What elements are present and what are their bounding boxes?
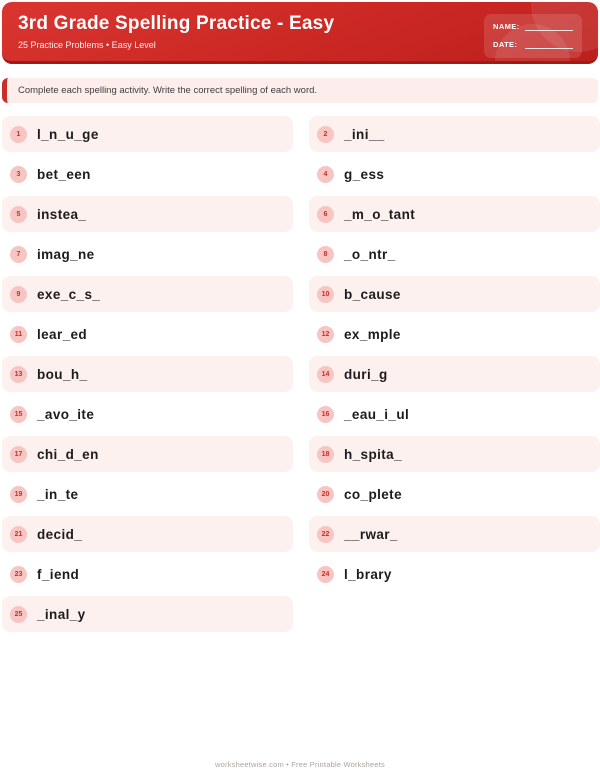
problem-number-badge: 3 — [10, 166, 27, 183]
date-row — [493, 40, 573, 49]
name-row — [493, 22, 573, 31]
date-label: DATE: — [493, 40, 518, 49]
problem-row — [309, 236, 600, 272]
problem-word: lear_ed — [37, 326, 88, 342]
problem-number-badge: 22 — [317, 526, 334, 543]
problem-row — [2, 116, 293, 152]
problem-number-badge: 9 — [10, 286, 27, 303]
problem-row — [2, 316, 293, 352]
problem-number-badge: 19 — [10, 486, 27, 503]
worksheet-header — [2, 2, 598, 64]
problem-row — [2, 236, 293, 272]
problem-number-badge: 7 — [10, 246, 27, 263]
problem-word: f_iend — [37, 566, 80, 582]
date-blank-line — [525, 41, 573, 49]
name-label: NAME: — [493, 22, 520, 31]
problem-word: _inal_y — [37, 606, 86, 622]
problem-number-badge: 11 — [10, 326, 27, 343]
problem-word: g_ess — [344, 166, 385, 182]
problem-number-badge: 17 — [10, 446, 27, 463]
problem-number-badge: 8 — [317, 246, 334, 263]
instructions-banner — [2, 78, 598, 103]
problem-number-badge: 14 — [317, 366, 334, 383]
problem-row — [309, 396, 600, 432]
problem-word: exe_c_s_ — [37, 286, 101, 302]
problem-word: chi_d_en — [37, 446, 99, 462]
problem-word: bou_h_ — [37, 366, 88, 382]
problem-number-badge: 23 — [10, 566, 27, 583]
footer-credit: worksheetwise.com • Free Printable Worksheets — [215, 760, 385, 769]
problem-word: imag_ne — [37, 246, 95, 262]
problem-word: b_cause — [344, 286, 401, 302]
problem-word: h_spita_ — [344, 446, 402, 462]
problem-number-badge: 20 — [317, 486, 334, 503]
problem-word: _ini__ — [344, 126, 385, 142]
problem-row — [309, 476, 600, 512]
problem-row — [309, 316, 600, 352]
problem-word: _o_ntr_ — [344, 246, 396, 262]
problem-row — [2, 476, 293, 512]
problem-row — [2, 516, 293, 552]
page-subtitle: 25 Practice Problems • Easy Level — [18, 40, 156, 50]
problems-column-left — [2, 116, 293, 636]
problem-number-badge: 15 — [10, 406, 27, 423]
problem-word: _in_te — [37, 486, 79, 502]
problem-number-badge: 25 — [10, 606, 27, 623]
problem-number-badge: 5 — [10, 206, 27, 223]
problem-row — [309, 356, 600, 392]
problems-column-right — [309, 116, 600, 636]
problem-number-badge: 4 — [317, 166, 334, 183]
problem-number-badge: 12 — [317, 326, 334, 343]
problem-row — [309, 116, 600, 152]
name-blank-line — [525, 23, 573, 31]
problem-number-badge: 2 — [317, 126, 334, 143]
problem-row — [2, 596, 293, 632]
name-date-box — [484, 14, 582, 58]
problem-word: bet_een — [37, 166, 91, 182]
problem-number-badge: 6 — [317, 206, 334, 223]
problem-word: _avo_ite — [37, 406, 95, 422]
problem-word: co_plete — [344, 486, 402, 502]
problem-number-badge: 24 — [317, 566, 334, 583]
page-title: 3rd Grade Spelling Practice - Easy — [18, 13, 335, 34]
problem-word: ex_mple — [344, 326, 401, 342]
problem-number-badge: 16 — [317, 406, 334, 423]
problem-word: _eau_i_ul — [344, 406, 410, 422]
problem-number-badge: 1 — [10, 126, 27, 143]
problem-row — [309, 156, 600, 192]
problem-word: __rwar_ — [344, 526, 398, 542]
problem-word: l_n_u_ge — [37, 126, 99, 142]
problem-row — [2, 356, 293, 392]
problem-row — [309, 196, 600, 232]
problems-grid — [2, 116, 600, 636]
problem-word: l_brary — [344, 566, 392, 582]
problem-row — [2, 196, 293, 232]
problem-number-badge: 10 — [317, 286, 334, 303]
problem-row — [2, 396, 293, 432]
problem-word: instea_ — [37, 206, 87, 222]
problem-word: _m_o_tant — [344, 206, 416, 222]
problem-row — [309, 516, 600, 552]
problem-row — [309, 436, 600, 472]
instructions-text: Complete each spelling activity. Write the correct spelling of each word. — [18, 85, 318, 96]
problem-word: duri_g — [344, 366, 388, 382]
problem-number-badge: 18 — [317, 446, 334, 463]
problem-row — [309, 276, 600, 312]
problem-number-badge: 13 — [10, 366, 27, 383]
problem-row — [2, 556, 293, 592]
problem-word: decid_ — [37, 526, 83, 542]
problem-row — [2, 156, 293, 192]
problem-row — [309, 556, 600, 592]
problem-row — [2, 276, 293, 312]
problem-row — [2, 436, 293, 472]
problem-number-badge: 21 — [10, 526, 27, 543]
